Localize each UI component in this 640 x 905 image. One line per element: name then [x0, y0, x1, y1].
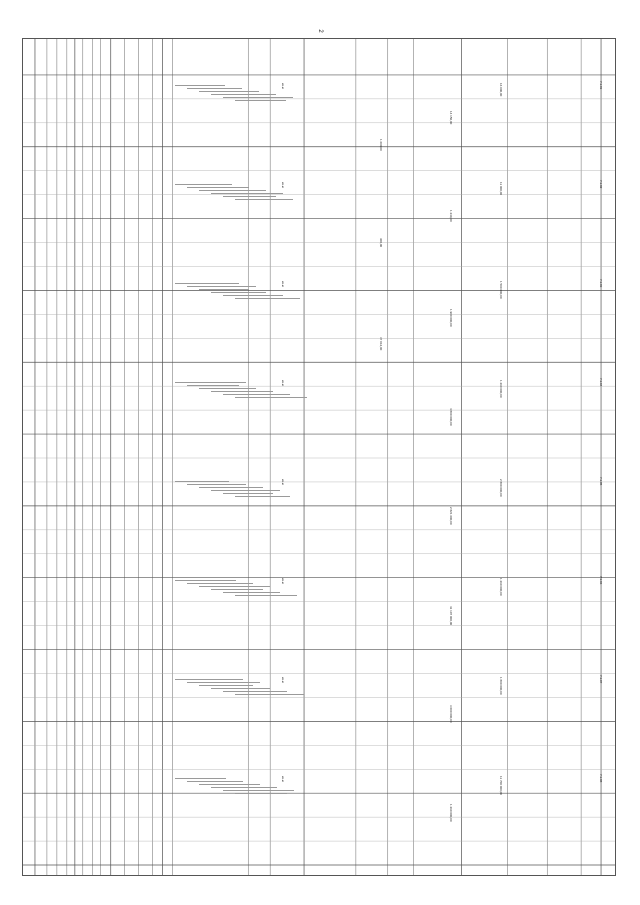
unit-label: кв.м: [281, 281, 285, 287]
dense-text-placeholder: [199, 784, 260, 785]
amount-value: 16 000,00: [499, 83, 503, 97]
dense-text-placeholder: [187, 88, 242, 89]
dense-text-placeholder: [199, 487, 263, 488]
dense-text-placeholder: [187, 781, 243, 782]
dense-text-placeholder: [223, 196, 276, 197]
row-code: 7.1.04: [599, 378, 603, 387]
amount-value: 1 800 000,00: [499, 677, 503, 695]
unit-label: кв.м: [281, 83, 285, 89]
amount-value: 1 240,00: [449, 210, 453, 222]
amount-value: 1 500 000,00: [499, 281, 503, 299]
amount-value: 1 260 000,00: [499, 578, 503, 596]
amount-value: 1 900 000,00: [449, 309, 453, 327]
dense-text-placeholder: [223, 394, 290, 395]
amount-value: 1 260 000,00: [449, 804, 453, 822]
dense-text-placeholder: [223, 592, 280, 593]
row-code: 7.1.03: [599, 279, 603, 288]
amount-value: 11 000,00: [499, 182, 503, 196]
dense-text-placeholder: [199, 586, 270, 587]
unit-label: кв.м: [281, 677, 285, 683]
dense-text-placeholder: [223, 790, 294, 791]
amount-value: 1 600,00: [379, 139, 383, 151]
unit-label: кв.м: [281, 182, 285, 188]
dense-text-placeholder: [235, 199, 293, 200]
row-code: 7.1.06: [599, 576, 603, 585]
dense-text-placeholder: [235, 496, 290, 497]
dense-text-placeholder: [199, 388, 256, 389]
dense-text-placeholder: [223, 691, 287, 692]
dense-text-placeholder: [235, 298, 300, 299]
dense-text-placeholder: [223, 295, 283, 296]
dense-text-placeholder: [175, 184, 232, 185]
dense-text-placeholder: [175, 778, 226, 779]
dense-text-placeholder: [235, 595, 297, 596]
dense-text-placeholder: [211, 490, 280, 491]
amount-value: 3 000 000,00: [449, 705, 453, 723]
dense-text-placeholder: [175, 580, 236, 581]
amount-value: 300,00: [379, 238, 383, 248]
dense-text-placeholder: [199, 289, 249, 290]
table-grid: [23, 39, 615, 875]
dense-text-placeholder: [223, 97, 293, 98]
amount-value: 2 821 600,00: [449, 507, 453, 525]
dense-text-placeholder: [211, 787, 277, 788]
dense-text-placeholder: [235, 793, 287, 794]
dense-text-placeholder: [235, 694, 304, 695]
dense-text-placeholder: [235, 100, 286, 101]
amount-value: 11 700 000,00: [499, 776, 503, 795]
row-code: 7.1.08: [599, 774, 603, 783]
dense-text-placeholder: [211, 292, 266, 293]
dense-text-placeholder: [211, 391, 273, 392]
amount-value: 37 012,00: [379, 337, 383, 351]
dense-text-placeholder: [211, 688, 270, 689]
amount-value: 4 800 000,00: [449, 408, 453, 426]
dense-text-placeholder: [211, 589, 263, 590]
dense-text-placeholder: [235, 397, 307, 398]
dense-text-placeholder: [187, 385, 239, 386]
dense-text-placeholder: [211, 94, 276, 95]
dense-text-placeholder: [187, 286, 256, 287]
dense-text-placeholder: [199, 190, 266, 191]
unit-label: кв.м: [281, 380, 285, 386]
amount-value: 41 107 000,00: [449, 606, 453, 626]
dense-text-placeholder: [187, 484, 246, 485]
unit-label: кв.м: [281, 776, 285, 782]
dense-text-placeholder: [187, 682, 260, 683]
rotated-table-sheet: [22, 38, 616, 876]
dense-text-placeholder: [211, 193, 283, 194]
dense-text-placeholder: [175, 382, 246, 383]
dense-text-placeholder: [187, 187, 249, 188]
dense-text-placeholder: [187, 583, 253, 584]
amount-value: 2 800 000,00: [499, 479, 503, 497]
unit-label: кв.м: [281, 578, 285, 584]
dense-text-placeholder: [175, 283, 239, 284]
amount-value: 1 260 000,00: [499, 380, 503, 398]
amount-value: 14 150,00: [449, 111, 453, 125]
dense-text-placeholder: [175, 679, 243, 680]
row-code: 7.1.07: [599, 675, 603, 684]
row-code: 7.1.02: [599, 180, 603, 189]
dense-text-placeholder: [199, 685, 253, 686]
dense-text-placeholder: [199, 91, 259, 92]
unit-label: кв.м: [281, 479, 285, 485]
row-code: 7.1.01: [599, 81, 603, 90]
row-code: 7.1.05: [599, 477, 603, 486]
dense-text-placeholder: [175, 481, 229, 482]
dense-text-placeholder: [223, 493, 273, 494]
dense-text-placeholder: [175, 85, 225, 86]
page-number: 2: [317, 29, 323, 33]
